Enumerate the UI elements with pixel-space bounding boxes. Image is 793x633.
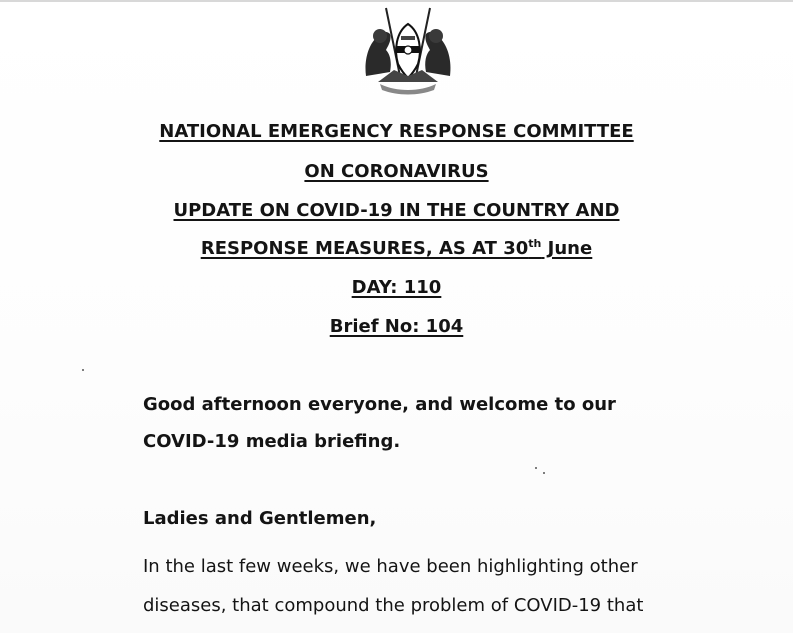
heading-coronavirus	[0, 161, 793, 183]
page-top-edge	[0, 0, 793, 2]
scan-speck	[543, 472, 545, 474]
heading-measures-text	[201, 238, 592, 259]
heading-brief	[0, 316, 793, 338]
heading-measures-prefix: RESPONSE MEASURES, AS AT 30	[200, 238, 529, 259]
heading-measures	[0, 238, 793, 260]
greeting-line-2: COVID-19 media briefing.	[143, 431, 401, 452]
heading-coronavirus-text: ON CORONAVIRUS	[304, 161, 489, 182]
greeting-line-1: Good afternoon everyone, and welcome to our	[143, 394, 616, 415]
heading-committee-text: NATIONAL EMERGENCY RESPONSE COMMITTEE	[159, 121, 634, 142]
heading-day	[0, 277, 793, 299]
heading-day-text: DAY: 110	[351, 277, 442, 298]
paragraph-line-2: diseases, that compound the problem of COVID-19 that	[143, 595, 644, 616]
scan-speck	[535, 467, 537, 469]
heading-update-text: UPDATE ON COVID-19 IN THE COUNTRY AND	[173, 200, 620, 221]
paragraph-line-1: In the last few weeks, we have been highlighting other	[143, 556, 638, 577]
salutation: Ladies and Gentlemen,	[143, 508, 377, 529]
heading-brief-text: Brief No: 104	[329, 316, 464, 337]
heading-measures-sup: th	[528, 237, 542, 250]
coat-of-arms-icon	[356, 6, 460, 96]
heading-measures-suffix: June	[541, 238, 593, 259]
scan-speck	[82, 369, 84, 371]
heading-update	[0, 200, 793, 222]
heading-committee	[0, 121, 793, 143]
